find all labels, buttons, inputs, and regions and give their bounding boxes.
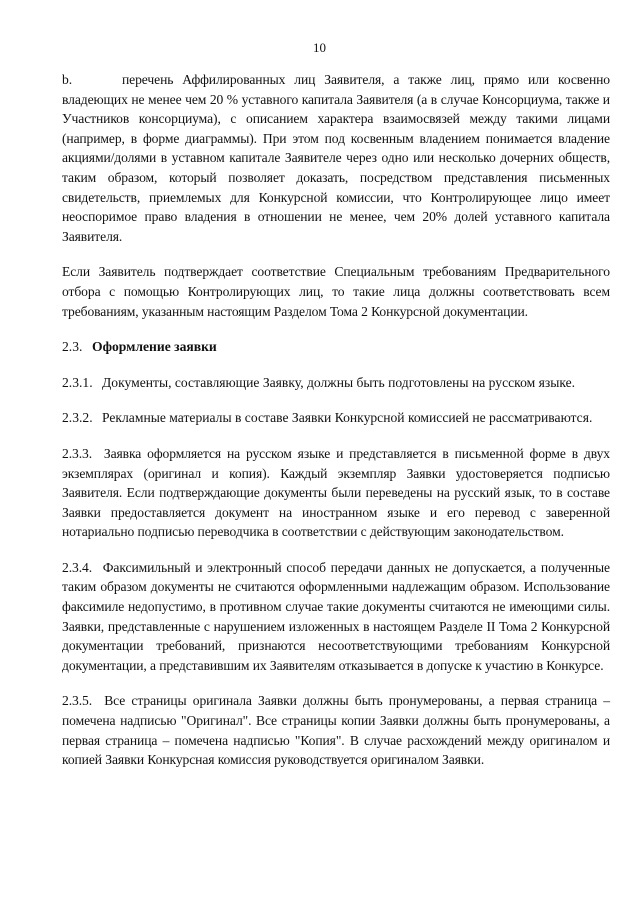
- list-item-marker: b.: [62, 72, 72, 87]
- clause-number: 2.3.5.: [62, 693, 92, 709]
- clause-number: 2.3.1.: [62, 374, 93, 390]
- section-number: 2.3.: [62, 339, 83, 355]
- clause-2-3-4: [62, 558, 610, 676]
- clause-number: 2.3.2.: [62, 410, 93, 426]
- clause-text: Все страницы оригинала Заявки должны быть пронумерованы, а первая страница – помечена надписью "Оригинал". Все страницы копии Заявки должны быть пронумерованы, а первая страница – помечена надписью "Копия". В случае расхождений между оригиналом и копией Заявки Конкурсная комиссия руководствуется оригиналом Заявки.: [62, 693, 610, 768]
- clause-2-3-3: [62, 444, 610, 542]
- paragraph-controlling-persons: Если Заявитель подтверждает соответствие Специальным требованиям Предварительного отбора с помощью Контролирующих лиц, то такие лица должны соответствовать всем требованиям, указанным настоящим Разделом Тома 2 Конкурсной документации.: [62, 264, 610, 319]
- list-item-b: [62, 70, 610, 246]
- clause-text: Заявка оформляется на русском языке и представляется в письменной форме в двух экземплярах (оригинал и копия). Каждый экземпляр Заявки удостоверяется подписью Заявителя. Если подтверждающие документы были переведены на русский язык, то в составе Заявки предоставляется документ на иностранном языке и его перевод с заверенной нотариально подписью переводчика в соответствии с действующим законодательством.: [62, 445, 610, 540]
- document-body: [62, 70, 610, 786]
- section-heading-2-3: [62, 337, 610, 357]
- clause-text: Документы, составляющие Заявку, должны быть подготовлены на русском языке.: [102, 374, 576, 390]
- clause-text: Факсимильный и электронный способ передачи данных не допускается, а полученные таким образом документы не считаются оформленными надлежащим образом. Использование факсимиле недопустимо, в противном случае такие документы считаются не имеющими силы. Заявки, представленные с нарушением изложенных в настоящем Разделе II Тома 2 Конкурсной документации требований, признаются несоответствующими требованиям Конкурсной документации, а представившим их Заявителям отказывается в допуске к участию в Конкурсе.: [62, 559, 610, 673]
- clause-2-3-2: [62, 408, 610, 428]
- clause-number: 2.3.4.: [62, 559, 92, 575]
- section-title: Оформление заявки: [92, 339, 217, 355]
- clause-number: 2.3.3.: [62, 445, 92, 461]
- clause-text: Рекламные материалы в составе Заявки Конкурсной комиссией не рассматриваются.: [102, 410, 593, 426]
- clause-2-3-1: [62, 373, 610, 393]
- list-item-text: перечень Аффилированных лиц Заявителя, а также лиц, прямо или косвенно владеющих не менее чем 20 % уставного капитала Заявителя (а в случае Консорциума, также и Участников консорциума), с описанием характера взаимосвязей между такими лицами (например, в форме диаграммы). При этом под косвенным владением понимается владение акциями/долями в уставном капитале Заявителе через одно или несколько дочерних обществ, таким образом, который позволяет доказать, посредством представления письменных свидетельств, приемлемых для Конкурсной комиссии, что Контролирующее лицо имеет неоспоримое право владения в отношении не менее, чем 20% долей уставного капитала Заявителя.: [62, 72, 610, 244]
- page-number: 10: [313, 40, 326, 55]
- clause-2-3-5: [62, 691, 610, 769]
